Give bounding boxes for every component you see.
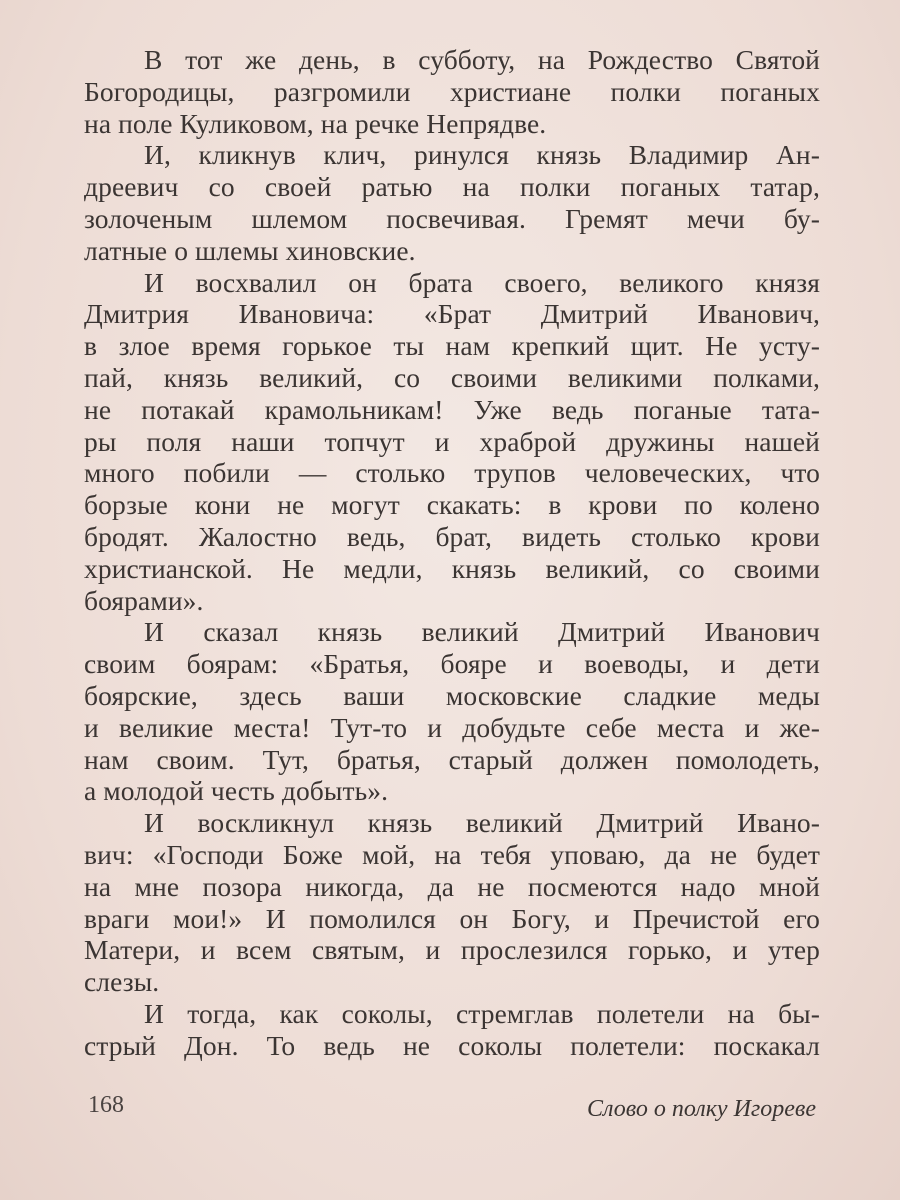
text-line: на мне позора никогда, да не посмеются надо мной — [84, 870, 820, 902]
page-number: 168 — [88, 1092, 124, 1118]
paragraph — [84, 616, 820, 807]
text-line: боярские, здесь ваши московские сладкие меды — [84, 679, 820, 711]
text-line: латные о шлемы хиновские. — [84, 234, 416, 266]
text-line: нам своим. Тут, братья, старый должен помолодеть, — [84, 743, 820, 775]
page-body-text — [84, 44, 820, 1062]
text-line: дреевич со своей ратью на полки поганых татар, — [84, 171, 820, 203]
text-line: Богородицы, разгромили христиане полки поганых — [84, 75, 820, 107]
text-line: борзые кони не могут скакать: в крови по колено — [84, 489, 820, 521]
text-line: не потакай крамольникам! Уже ведь поганые тата- — [84, 393, 820, 425]
text-line: в злое время горькое ты нам крепкий щит. Не усту- — [84, 330, 820, 362]
text-line: христианской. Не медли, князь великий, со своими — [84, 552, 820, 584]
text-line: ры поля наши топчут и храброй дружины нашей — [84, 425, 820, 457]
paragraph — [84, 807, 820, 998]
paragraph — [84, 139, 820, 266]
text-line: Матери, и всем святым, и прослезился горько, и утер — [84, 934, 820, 966]
text-line: своим боярам: «Братья, бояре и воеводы, и дети — [84, 648, 820, 680]
text-line: пай, князь великий, со своими великими полками, — [84, 361, 820, 393]
text-line: И тогда, как соколы, стремглав полетели на бы- — [144, 997, 820, 1029]
text-line: на поле Куликовом, на речке Непрядве. — [84, 107, 547, 139]
text-line: Дмитрия Ивановича: «Брат Дмитрий Иванович, — [84, 298, 820, 330]
text-line: и великие места! Тут-то и добудьте себе места и же- — [84, 711, 820, 743]
paragraph — [84, 267, 820, 617]
text-line: И сказал князь великий Дмитрий Иванович — [144, 616, 820, 648]
text-line: И воскликнул князь великий Дмитрий Ивано- — [144, 807, 820, 839]
text-line: В тот же день, в субботу, на Рождество Святой — [144, 44, 820, 75]
text-line: слезы. — [84, 966, 160, 998]
running-title: Слово о полку Игореве — [586, 1096, 816, 1122]
text-line: много побили — столько трупов человеческих, что — [84, 457, 820, 489]
paragraph — [84, 998, 820, 1062]
text-line: бродят. Жалостно ведь, брат, видеть столько крови — [84, 520, 820, 552]
text-line: боярами». — [84, 584, 204, 616]
text-line: вич: «Господи Боже мой, на тебя уповаю, да не будет — [84, 838, 820, 870]
text-line: стрый Дон. То ведь не соколы полетели: поскакал — [84, 1029, 820, 1061]
text-line: И, кликнув клич, ринулся князь Владимир Ан- — [144, 139, 820, 171]
text-line: И восхвалил он брата своего, великого князя — [144, 266, 820, 298]
text-line: враги мои!» И помолился он Богу, и Пречистой его — [84, 902, 820, 934]
text-line: а молодой честь добыть». — [84, 775, 389, 807]
paragraph — [84, 44, 820, 139]
text-line: золоченым шлемом посвечивая. Гремят мечи бу- — [84, 202, 820, 234]
